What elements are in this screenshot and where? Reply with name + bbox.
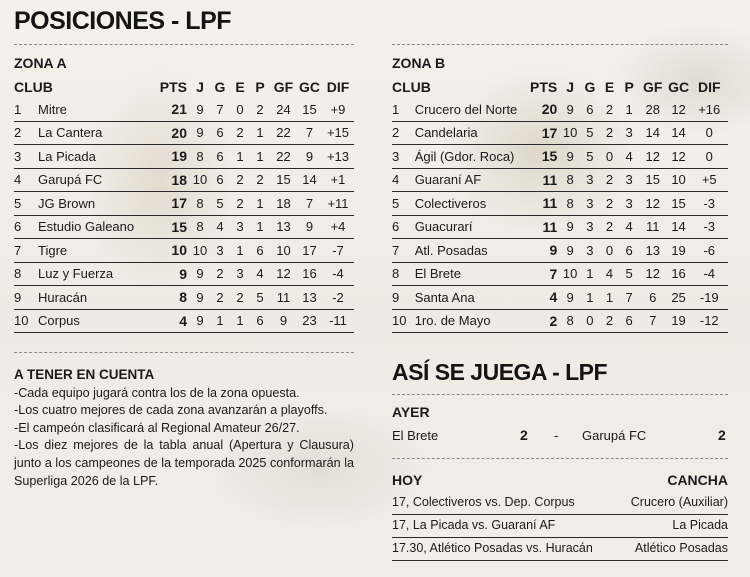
cell-j: 8 bbox=[190, 215, 210, 239]
cell-e: 2 bbox=[230, 168, 250, 192]
notes-heading: A TENER EN CUENTA bbox=[14, 367, 155, 382]
zone-b-label: ZONA B bbox=[392, 55, 446, 71]
cell-j: 8 bbox=[560, 309, 580, 333]
cell-j: 9 bbox=[190, 286, 210, 310]
cell-g: 5 bbox=[580, 145, 600, 169]
cell-dif: +4 bbox=[322, 215, 354, 239]
cell-j: 9 bbox=[560, 98, 580, 121]
cell-gc: 12 bbox=[667, 98, 691, 121]
cell-gc: 7 bbox=[297, 192, 322, 216]
table-row bbox=[14, 98, 354, 121]
cell-p: 5 bbox=[250, 286, 270, 310]
cell-gc: 14 bbox=[297, 168, 322, 192]
cell-e: 0 bbox=[230, 98, 250, 121]
fixture-match: 17, Colectiveros vs. Dep. Corpus bbox=[392, 495, 575, 509]
cell-gc: 19 bbox=[667, 239, 691, 263]
note-item: -Los diez mejores de la tabla anual (Apertura y Clausura) junto a los campeones de la temporada 2025 conformarán la Superliga 2026 de la LPF. bbox=[14, 438, 354, 488]
table-row bbox=[392, 262, 728, 286]
cell-g: 1 bbox=[580, 286, 600, 310]
cell-pos: 2 bbox=[392, 121, 415, 145]
column-header: PTS bbox=[530, 79, 558, 95]
table-row bbox=[392, 168, 728, 192]
cell-pts: 20 bbox=[148, 121, 190, 145]
cell-dif: 0 bbox=[691, 145, 728, 169]
column-header: PTS bbox=[159, 79, 187, 95]
cell-gf: 12 bbox=[270, 262, 297, 286]
cell-dif: -19 bbox=[691, 286, 728, 310]
cell-pos: 1 bbox=[14, 98, 38, 121]
cell-dif: +15 bbox=[322, 121, 354, 145]
cell-dif: -2 bbox=[322, 286, 354, 310]
cell-e: 3 bbox=[230, 262, 250, 286]
yesterday-home-score: 2 bbox=[520, 427, 528, 443]
cell-pos: 3 bbox=[392, 145, 415, 169]
cell-pos: 2 bbox=[14, 121, 38, 145]
table-row bbox=[392, 192, 728, 216]
cell-e: 4 bbox=[600, 262, 620, 286]
cell-e: 2 bbox=[600, 215, 620, 239]
cell-gf: 12 bbox=[639, 145, 667, 169]
cell-j: 10 bbox=[560, 262, 580, 286]
cell-g: 5 bbox=[580, 121, 600, 145]
cell-p: 4 bbox=[619, 145, 639, 169]
cell-g: 6 bbox=[210, 145, 230, 169]
cell-p: 4 bbox=[250, 262, 270, 286]
cell-gc: 14 bbox=[667, 121, 691, 145]
cell-e: 2 bbox=[600, 192, 620, 216]
cell-g: 2 bbox=[210, 262, 230, 286]
cell-g: 3 bbox=[580, 215, 600, 239]
cell-e: 2 bbox=[230, 192, 250, 216]
cell-pos: 8 bbox=[392, 262, 415, 286]
column-header: CLUB bbox=[392, 79, 431, 95]
table-row bbox=[392, 145, 728, 169]
cell-club: Crucero del Norte bbox=[415, 98, 530, 121]
cell-gf: 12 bbox=[639, 262, 667, 286]
notes-section bbox=[14, 366, 354, 490]
column-header: J bbox=[566, 79, 575, 95]
cell-dif: 0 bbox=[691, 121, 728, 145]
cell-p: 7 bbox=[619, 286, 639, 310]
cell-gc: 19 bbox=[667, 309, 691, 333]
cell-dif: -11 bbox=[322, 309, 354, 333]
cell-e: 0 bbox=[600, 145, 620, 169]
cell-pts: 11 bbox=[530, 215, 560, 239]
cell-gf: 11 bbox=[270, 286, 297, 310]
cell-gf: 11 bbox=[639, 215, 667, 239]
cell-p: 5 bbox=[619, 262, 639, 286]
zone-a-label: ZONA A bbox=[14, 55, 67, 71]
cell-g: 3 bbox=[210, 239, 230, 263]
cell-e: 2 bbox=[230, 286, 250, 310]
cell-g: 6 bbox=[210, 168, 230, 192]
table-row bbox=[14, 145, 354, 169]
cell-gf: 22 bbox=[270, 121, 297, 145]
fixture-venue: Atlético Posadas bbox=[634, 541, 728, 555]
cell-pts: 15 bbox=[148, 215, 190, 239]
cell-club: Guacurarí bbox=[415, 215, 530, 239]
cell-club: Ágil (Gdor. Roca) bbox=[415, 145, 530, 169]
cell-gc: 14 bbox=[667, 215, 691, 239]
cell-p: 1 bbox=[250, 145, 270, 169]
yesterday-away-score: 2 bbox=[718, 427, 726, 443]
table-row bbox=[14, 121, 354, 145]
cell-gc: 9 bbox=[297, 145, 322, 169]
cell-j: 9 bbox=[190, 98, 210, 121]
cell-gc: 23 bbox=[297, 309, 322, 333]
cell-j: 10 bbox=[190, 168, 210, 192]
cell-j: 10 bbox=[560, 121, 580, 145]
table-row bbox=[14, 262, 354, 286]
cell-p: 6 bbox=[250, 309, 270, 333]
cell-e: 3 bbox=[230, 215, 250, 239]
cell-pos: 9 bbox=[14, 286, 38, 310]
cell-club: Guaraní AF bbox=[415, 168, 530, 192]
cell-gf: 15 bbox=[270, 168, 297, 192]
cell-pts: 11 bbox=[530, 192, 560, 216]
cell-gf: 28 bbox=[639, 98, 667, 121]
cell-e: 2 bbox=[600, 121, 620, 145]
cell-club: Colectiveros bbox=[415, 192, 530, 216]
cell-gf: 9 bbox=[270, 309, 297, 333]
cell-g: 0 bbox=[580, 309, 600, 333]
fixture-row bbox=[392, 538, 728, 561]
table-row bbox=[392, 286, 728, 310]
fixture-venue: La Picada bbox=[672, 518, 728, 532]
divider bbox=[392, 394, 728, 395]
cell-pts: 17 bbox=[148, 192, 190, 216]
cell-dif: -6 bbox=[691, 239, 728, 263]
column-header: GC bbox=[299, 79, 320, 95]
table-row bbox=[14, 239, 354, 263]
cell-dif: +13 bbox=[322, 145, 354, 169]
cell-g: 4 bbox=[210, 215, 230, 239]
cell-pts: 19 bbox=[148, 145, 190, 169]
note-item: -El campeón clasificará al Regional Amateur 26/27. bbox=[14, 420, 300, 435]
cell-pts: 11 bbox=[530, 168, 560, 192]
table-row bbox=[14, 215, 354, 239]
cell-pts: 17 bbox=[530, 121, 560, 145]
cell-gf: 24 bbox=[270, 98, 297, 121]
cell-club: Estudio Galeano bbox=[38, 215, 148, 239]
zone-a-table bbox=[14, 76, 354, 333]
cell-dif: -7 bbox=[322, 239, 354, 263]
column-header: P bbox=[624, 79, 634, 95]
cell-e: 2 bbox=[600, 309, 620, 333]
cell-club: Atl. Posadas bbox=[415, 239, 530, 263]
cell-gc: 7 bbox=[297, 121, 322, 145]
cell-g: 6 bbox=[580, 98, 600, 121]
cell-gf: 15 bbox=[639, 168, 667, 192]
cell-e: 1 bbox=[230, 239, 250, 263]
divider bbox=[392, 44, 728, 45]
zone-b-table bbox=[392, 76, 728, 333]
cell-pos: 5 bbox=[14, 192, 38, 216]
cell-gf: 10 bbox=[270, 239, 297, 263]
cell-e: 2 bbox=[230, 121, 250, 145]
table-row bbox=[392, 239, 728, 263]
note-item: -Los cuatro mejores de cada zona avanzarán a playoffs. bbox=[14, 403, 328, 418]
cell-j: 8 bbox=[190, 192, 210, 216]
cell-pts: 15 bbox=[530, 145, 560, 169]
cell-g: 1 bbox=[210, 309, 230, 333]
cell-dif: +11 bbox=[322, 192, 354, 216]
cell-club: Huracán bbox=[38, 286, 148, 310]
cell-g: 7 bbox=[210, 98, 230, 121]
cell-p: 6 bbox=[250, 239, 270, 263]
cell-j: 9 bbox=[190, 262, 210, 286]
divider bbox=[14, 352, 354, 353]
cell-gc: 10 bbox=[667, 168, 691, 192]
column-header: G bbox=[214, 79, 226, 95]
cell-j: 9 bbox=[560, 215, 580, 239]
cell-dif: +5 bbox=[691, 168, 728, 192]
cell-club: JG Brown bbox=[38, 192, 148, 216]
cell-p: 4 bbox=[619, 215, 639, 239]
divider bbox=[14, 44, 354, 45]
column-header: DIF bbox=[697, 79, 721, 95]
cell-pts: 4 bbox=[530, 286, 560, 310]
cell-dif: +1 bbox=[322, 168, 354, 192]
score-separator: - bbox=[554, 428, 559, 443]
cell-club: La Picada bbox=[38, 145, 148, 169]
cell-j: 9 bbox=[560, 286, 580, 310]
cell-j: 8 bbox=[190, 145, 210, 169]
yesterday-home-team: El Brete bbox=[392, 428, 439, 443]
column-header: DIF bbox=[326, 79, 350, 95]
cell-gc: 13 bbox=[297, 286, 322, 310]
fixture-row bbox=[392, 492, 728, 515]
table-row bbox=[14, 309, 354, 333]
cell-club: 1ro. de Mayo bbox=[415, 309, 530, 333]
cell-g: 2 bbox=[210, 286, 230, 310]
column-header: E bbox=[604, 79, 615, 95]
cell-pts: 10 bbox=[148, 239, 190, 263]
yesterday-away-team: Garupá FC bbox=[582, 428, 647, 443]
cell-p: 3 bbox=[619, 192, 639, 216]
column-header: E bbox=[235, 79, 245, 95]
cell-e: 2 bbox=[600, 98, 620, 121]
page-title: POSICIONES - LPF bbox=[14, 7, 232, 35]
note-item: -Cada equipo jugará contra los de la zona opuesta. bbox=[14, 385, 300, 400]
cell-club: La Cantera bbox=[38, 121, 148, 145]
cell-gc: 25 bbox=[667, 286, 691, 310]
cell-j: 9 bbox=[560, 145, 580, 169]
cell-j: 8 bbox=[560, 168, 580, 192]
cell-g: 6 bbox=[210, 121, 230, 145]
cell-p: 3 bbox=[619, 121, 639, 145]
cell-p: 1 bbox=[250, 215, 270, 239]
cell-gf: 22 bbox=[270, 145, 297, 169]
cell-g: 3 bbox=[580, 239, 600, 263]
cell-club: Santa Ana bbox=[415, 286, 530, 310]
cell-j: 8 bbox=[560, 192, 580, 216]
cell-e: 0 bbox=[600, 239, 620, 263]
fixture-venue: Crucero (Auxiliar) bbox=[630, 495, 728, 509]
cell-pos: 10 bbox=[392, 309, 415, 333]
cell-pts: 20 bbox=[530, 98, 560, 121]
cell-gf: 14 bbox=[639, 121, 667, 145]
cell-pts: 8 bbox=[148, 286, 190, 310]
cell-p: 6 bbox=[619, 309, 639, 333]
cell-p: 3 bbox=[619, 168, 639, 192]
cell-g: 3 bbox=[580, 192, 600, 216]
cell-pos: 5 bbox=[392, 192, 415, 216]
cell-p: 2 bbox=[250, 98, 270, 121]
cell-club: Corpus bbox=[38, 309, 148, 333]
table-header-row bbox=[392, 76, 728, 98]
table-row bbox=[392, 215, 728, 239]
cell-p: 1 bbox=[250, 121, 270, 145]
cell-pts: 9 bbox=[148, 262, 190, 286]
cell-club: El Brete bbox=[415, 262, 530, 286]
table-row bbox=[14, 286, 354, 310]
cell-pos: 8 bbox=[14, 262, 38, 286]
cell-gc: 16 bbox=[667, 262, 691, 286]
table-header-row bbox=[14, 76, 354, 98]
cell-pos: 9 bbox=[392, 286, 415, 310]
cell-gf: 18 bbox=[270, 192, 297, 216]
cell-pts: 2 bbox=[530, 309, 560, 333]
cell-j: 10 bbox=[190, 239, 210, 263]
cell-gc: 12 bbox=[667, 145, 691, 169]
table-row bbox=[392, 309, 728, 333]
cell-pts: 18 bbox=[148, 168, 190, 192]
yesterday-label: AYER bbox=[392, 404, 430, 420]
column-header: J bbox=[196, 79, 204, 95]
cell-gc: 17 bbox=[297, 239, 322, 263]
cell-p: 1 bbox=[619, 98, 639, 121]
cell-j: 9 bbox=[560, 239, 580, 263]
cell-j: 9 bbox=[190, 121, 210, 145]
cell-dif: -3 bbox=[691, 192, 728, 216]
cell-pts: 4 bbox=[148, 309, 190, 333]
cell-pts: 7 bbox=[530, 262, 560, 286]
schedule-title: ASÍ SE JUEGA - LPF bbox=[392, 359, 608, 385]
cell-pos: 7 bbox=[14, 239, 38, 263]
cell-g: 3 bbox=[580, 168, 600, 192]
cell-dif: +16 bbox=[691, 98, 728, 121]
cell-pos: 10 bbox=[14, 309, 38, 333]
column-header: CLUB bbox=[14, 79, 53, 95]
cell-pos: 6 bbox=[14, 215, 38, 239]
cell-gf: 12 bbox=[639, 192, 667, 216]
cell-dif: +9 bbox=[322, 98, 354, 121]
cell-gc: 16 bbox=[297, 262, 322, 286]
venue-label: CANCHA bbox=[667, 472, 728, 488]
fixture-row bbox=[392, 515, 728, 538]
table-row bbox=[392, 98, 728, 121]
cell-g: 5 bbox=[210, 192, 230, 216]
table-row bbox=[392, 121, 728, 145]
cell-dif: -3 bbox=[691, 215, 728, 239]
cell-e: 2 bbox=[600, 168, 620, 192]
cell-j: 9 bbox=[190, 309, 210, 333]
cell-pos: 1 bbox=[392, 98, 415, 121]
cell-pos: 3 bbox=[14, 145, 38, 169]
cell-club: Tigre bbox=[38, 239, 148, 263]
cell-pts: 21 bbox=[148, 98, 190, 121]
cell-gf: 6 bbox=[639, 286, 667, 310]
column-header: GF bbox=[273, 79, 294, 95]
column-header: G bbox=[584, 79, 596, 95]
cell-pts: 9 bbox=[530, 239, 560, 263]
today-label: HOY bbox=[392, 472, 423, 488]
cell-e: 1 bbox=[230, 145, 250, 169]
cell-gf: 13 bbox=[639, 239, 667, 263]
cell-gc: 15 bbox=[297, 98, 322, 121]
fixture-match: 17, La Picada vs. Guaraní AF bbox=[392, 518, 556, 532]
cell-e: 1 bbox=[600, 286, 620, 310]
cell-dif: -4 bbox=[691, 262, 728, 286]
column-header: GF bbox=[643, 79, 663, 95]
column-header: P bbox=[255, 79, 265, 95]
table-row bbox=[14, 192, 354, 216]
cell-gc: 15 bbox=[667, 192, 691, 216]
cell-dif: -12 bbox=[691, 309, 728, 333]
table-row bbox=[14, 168, 354, 192]
cell-pos: 4 bbox=[392, 168, 415, 192]
cell-p: 6 bbox=[619, 239, 639, 263]
cell-club: Luz y Fuerza bbox=[38, 262, 148, 286]
cell-gf: 13 bbox=[270, 215, 297, 239]
cell-club: Candelaria bbox=[415, 121, 530, 145]
cell-club: Garupá FC bbox=[38, 168, 148, 192]
cell-pos: 6 bbox=[392, 215, 415, 239]
cell-p: 2 bbox=[250, 168, 270, 192]
cell-g: 1 bbox=[580, 262, 600, 286]
cell-p: 1 bbox=[250, 192, 270, 216]
cell-gf: 7 bbox=[639, 309, 667, 333]
fixture-match: 17.30, Atlético Posadas vs. Huracán bbox=[392, 541, 593, 555]
divider bbox=[392, 458, 728, 459]
cell-e: 1 bbox=[230, 309, 250, 333]
cell-dif: -4 bbox=[322, 262, 354, 286]
cell-pos: 4 bbox=[14, 168, 38, 192]
cell-gc: 9 bbox=[297, 215, 322, 239]
cell-pos: 7 bbox=[392, 239, 415, 263]
cell-club: Mitre bbox=[38, 98, 148, 121]
column-header: GC bbox=[668, 79, 690, 95]
